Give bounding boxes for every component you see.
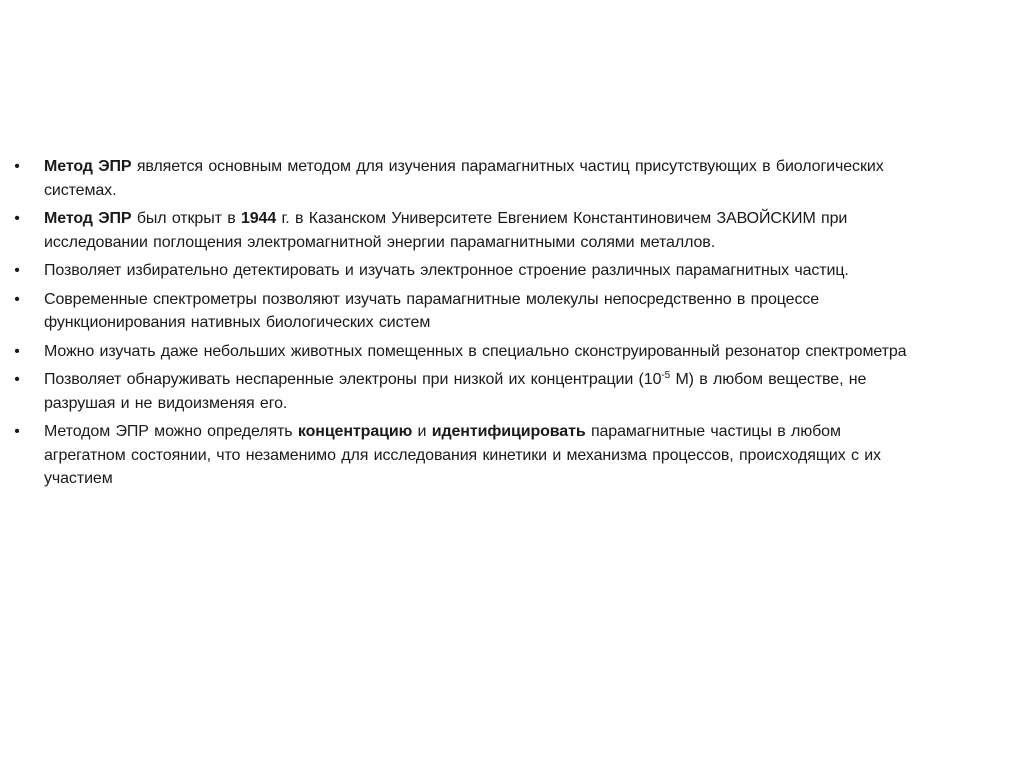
bullet-item-concentration-identification	[10, 420, 920, 491]
bullet-icon: •	[14, 290, 20, 308]
bullet-item-epr-main-method	[10, 155, 920, 202]
bullet-item-modern-spectrometers	[10, 288, 920, 335]
bullet-text: Позволяет обнаруживать неспаренные электроны при низкой их концентрации (10	[44, 371, 662, 388]
bullet-text: был открыт в	[131, 210, 241, 227]
bullet-text-bold: Метод ЭПР	[44, 158, 132, 175]
bullet-icon: •	[14, 423, 20, 440]
bullet-text: Позволяет избирательно детектировать и изучать электронное строение различных парамагнитных частиц.	[44, 262, 849, 279]
bullet-text: является основным методом для изучения парамагнитных частиц присутствующих в биологических системах.	[44, 158, 884, 199]
bullet-item-small-animals	[10, 340, 920, 364]
bullet-text-year: 1944	[240, 210, 277, 227]
bullet-text-bold: Метод ЭПР	[44, 210, 132, 227]
bullet-item-selective-detection	[10, 259, 920, 283]
bullet-icon: •	[14, 371, 20, 388]
bullet-icon: •	[14, 210, 20, 227]
bullet-text: и	[412, 423, 432, 440]
bullet-text-bold: концентрацию	[297, 423, 413, 440]
bullet-text: Можно изучать даже небольших животных помещенных в специально сконструированный резонатор спектрометра	[44, 342, 907, 360]
bullet-text-bold: идентифицировать	[431, 423, 586, 440]
bullet-text: Современные спектрометры позволяют изучать парамагнитные молекулы непосредственно в процессе функционирования нативных биологических систем	[44, 290, 820, 331]
bullet-text: М) в любом веществе, не разрушая и не видоизменяя его.	[44, 371, 867, 412]
bullet-text: парамагнитные частицы в любом агрегатном состоянии, что незаменимо для исследования кинетики и механизма процессов, происходящих с их участием	[44, 423, 881, 487]
bullet-icon: •	[14, 158, 20, 175]
bullet-item-epr-discovery	[10, 207, 920, 254]
bullet-list	[10, 155, 920, 496]
bullet-text-superscript: -5	[661, 370, 671, 381]
bullet-item-unpaired-electrons	[10, 368, 920, 415]
bullet-text: г. в Казанском Университете Евгением Константиновичем ЗАВОЙСКИМ при исследовании поглощения электромагнитной энергии парамагнитными солями металлов.	[44, 210, 848, 251]
bullet-text: Методом ЭПР можно определять	[44, 423, 298, 440]
bullet-icon: •	[14, 342, 20, 360]
bullet-icon: •	[14, 262, 20, 279]
